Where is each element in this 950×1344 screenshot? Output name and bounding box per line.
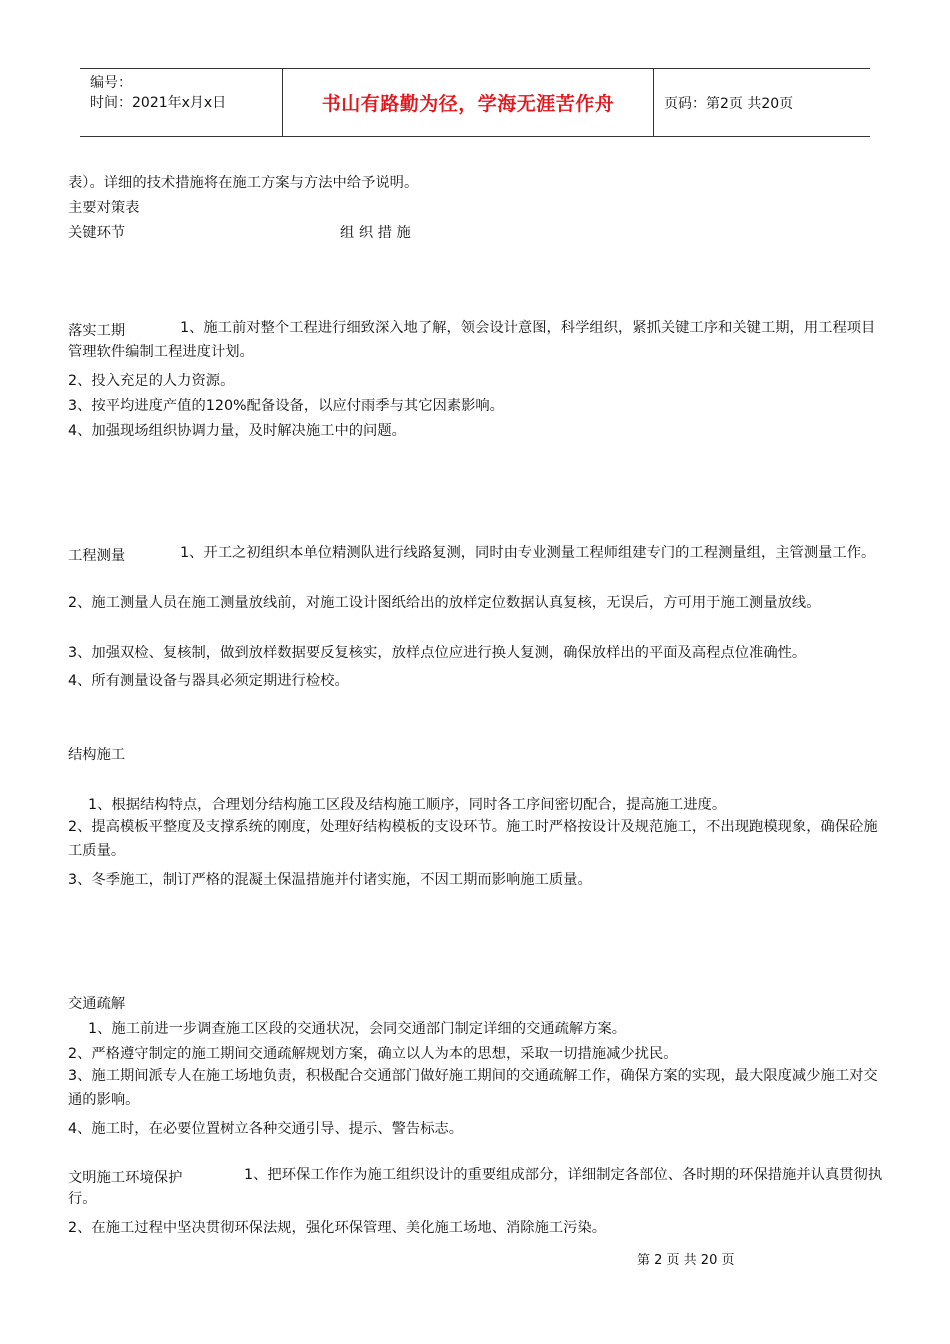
schedule-item-3: 3、按平均进度产值的120%配备设备，以应付雨季与其它因素影响。 — [68, 398, 504, 414]
page-header — [80, 68, 870, 137]
schedule-item-1: 1、施工前对整个工程进行细致深入地了解，领会设计意图，科学组织，紧抓关键工序和关键工期，用工程项目管理软件编制工程进度计划。 — [68, 320, 876, 360]
column-key-header: 关键环节 — [68, 225, 126, 241]
doc-time-label: 时间：2021年x月x日 — [90, 95, 227, 111]
column-measure-header: 组 织 措 施 — [340, 225, 411, 241]
header-meta — [80, 69, 282, 136]
survey-item-1: 1、开工之初组织本单位精测队进行线路复测，同时由专业测量工程师组建专门的工程测量组，主管测量工作。 — [180, 545, 876, 561]
structure-item-2: 2、提高模板平整度及支撑系统的刚度，处理好结构模板的支设环节。施工时严格按设计及规范施工，不出现跑模现象，确保砼施工质量。 — [68, 819, 878, 859]
section-label-traffic: 交通疏解 — [68, 996, 126, 1012]
header-page-cell — [654, 69, 870, 136]
traffic-item-2: 2、严格遵守制定的施工期间交通疏解规划方案，确立以人为本的思想，采取一切措施减少扰民。 — [68, 1046, 678, 1062]
environment-item-1: 1、把环保工作作为施工组织设计的重要组成部分，详细制定各部位、各时期的环保措施并认真贯彻执行。 — [68, 1167, 883, 1207]
schedule-item-2: 2、投入充足的人力资源。 — [68, 373, 235, 389]
doc-number-label: 编号： — [90, 75, 132, 91]
header-motto-cell — [282, 69, 654, 136]
traffic-item-4: 4、施工时，在必要位置树立各种交通引导、提示、警告标志。 — [68, 1121, 464, 1137]
traffic-item-3: 3、施工期间派专人在施工场地负责，积极配合交通部门做好施工期间的交通疏解工作，确保方案的实现，最大限度减少施工对交通的影响。 — [68, 1068, 878, 1108]
structure-item-3: 3、冬季施工，制订严格的混凝土保温措施并付诸实施，不因工期而影响施工质量。 — [68, 872, 592, 888]
page-footer: 第 2 页 共 20 页 — [637, 1253, 735, 1268]
header-motto: 书山有路勤为径，学海无涯苦作舟 — [321, 93, 615, 115]
section-label-structure: 结构施工 — [68, 747, 126, 763]
header-page-label: 页码：第2页 共20页 — [664, 95, 794, 112]
survey-item-4: 4、所有测量设备与器具必须定期进行检校。 — [68, 673, 349, 689]
schedule-item-4: 4、加强现场组织协调力量，及时解决施工中的问题。 — [68, 423, 406, 439]
section-label-environment: 文明施工环境保护 — [68, 1170, 183, 1186]
structure-item-1: 1、根据结构特点，合理划分结构施工区段及结构施工顺序，同时各工序间密切配合，提高施工进度。 — [88, 797, 727, 813]
environment-item-2: 2、在施工过程中坚决贯彻环保法规，强化环保管理、美化施工场地、消除施工污染。 — [68, 1220, 607, 1236]
traffic-item-1: 1、施工前进一步调查施工区段的交通状况，会同交通部门制定详细的交通疏解方案。 — [88, 1021, 627, 1037]
survey-item-3: 3、加强双检、复核制，做到放样数据要反复核实，放样点位应进行换人复测，确保放样出的平面及高程点位准确性。 — [68, 645, 807, 661]
intro-text: 表）。详细的技术措施将在施工方案与方法中给予说明。 — [68, 175, 419, 191]
table-title: 主要对策表 — [68, 200, 140, 216]
section-label-schedule: 落实工期 — [68, 323, 126, 339]
survey-item-2: 2、施工测量人员在施工测量放线前，对施工设计图纸给出的放样定位数据认真复核，无误后，方可用于施工测量放线。 — [68, 595, 821, 611]
section-label-survey: 工程测量 — [68, 548, 126, 564]
